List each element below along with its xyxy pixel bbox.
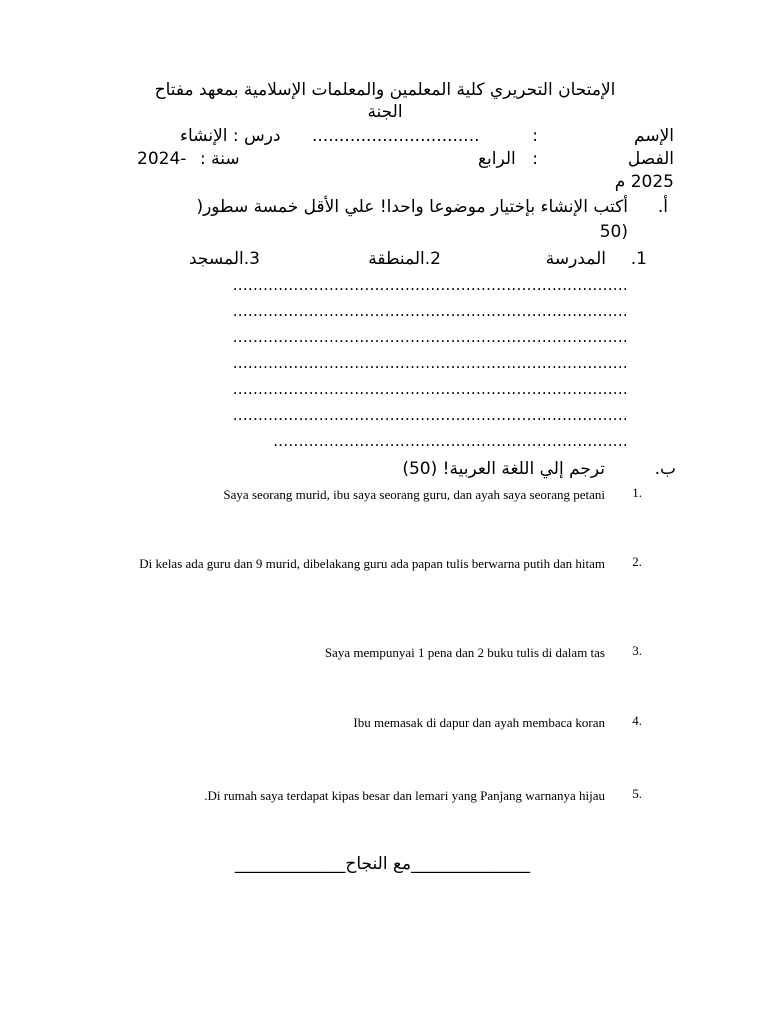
item-number-5: 5. bbox=[632, 786, 642, 801]
section-a-instruction-cont: (50 bbox=[599, 222, 628, 242]
topic-3: 3.المسجد bbox=[188, 249, 260, 269]
year-value-cont: 2025 م bbox=[614, 172, 674, 192]
item-number-1: 1. bbox=[632, 485, 642, 500]
writing-line: .............................................................................. bbox=[232, 276, 628, 294]
name-label: الإسم bbox=[634, 126, 674, 146]
topic-2: 2.المنطقة bbox=[368, 249, 441, 269]
section-a-instruction: أكتب الإنشاء بإختيار موضوعا واحدا! علي الأقل خمسة سطور( bbox=[196, 197, 628, 217]
year-value: 2024- bbox=[137, 149, 187, 169]
name-colon: : bbox=[532, 126, 538, 146]
item-number-2: 2. bbox=[632, 554, 642, 569]
topic-1: المدرسة bbox=[545, 249, 606, 269]
section-a-marker: أ. bbox=[657, 197, 668, 217]
translation-item-1: Saya seorang murid, ibu saya seorang guru, dan ayah saya seorang petani bbox=[223, 487, 605, 502]
writing-line: .............................................................................. bbox=[232, 380, 628, 398]
name-field-dots: ............................... bbox=[312, 126, 480, 146]
writing-line: .............................................................................. bbox=[232, 302, 628, 320]
writing-line-short: ...................................................................... bbox=[273, 432, 628, 450]
class-colon: : bbox=[532, 149, 538, 169]
class-label: الفصل bbox=[627, 149, 674, 169]
topic-number-1: 1. bbox=[630, 249, 647, 269]
class-value: الرابع bbox=[478, 149, 516, 169]
translation-item-4: Ibu memasak di dapur dan ayah membaca koran bbox=[353, 715, 605, 730]
exam-title-line2: الجنة bbox=[367, 102, 403, 122]
translation-item-2: Di kelas ada guru dan 9 murid, dibelakang guru ada papan tulis berwarna putih dan hitam bbox=[139, 556, 605, 571]
translation-item-5: .Di rumah saya terdapat kipas besar dan lemari yang Panjang warnanya hijau bbox=[204, 788, 605, 803]
writing-line: .............................................................................. bbox=[232, 328, 628, 346]
year-label: سنة : bbox=[200, 149, 240, 169]
subject-label: درس : الإنشاء bbox=[180, 126, 281, 146]
item-number-3: 3. bbox=[632, 643, 642, 658]
exam-title-line1: الإمتحان التحريري كلية المعلمين والمعلمات الإسلامية بمعهد مفتاح bbox=[154, 80, 616, 100]
item-number-4: 4. bbox=[632, 713, 642, 728]
writing-line: .............................................................................. bbox=[232, 354, 628, 372]
section-b-marker: ب. bbox=[654, 459, 676, 479]
section-b-instruction: ترجم إلي اللغة العربية! (50) bbox=[402, 459, 605, 479]
writing-line: .............................................................................. bbox=[232, 406, 628, 424]
exam-title bbox=[100, 79, 670, 123]
good-luck-footer: ______________مع النجاح_____________ bbox=[234, 854, 531, 874]
translation-item-3: Saya mempunyai 1 pena dan 2 buku tulis di dalam tas bbox=[324, 645, 605, 660]
